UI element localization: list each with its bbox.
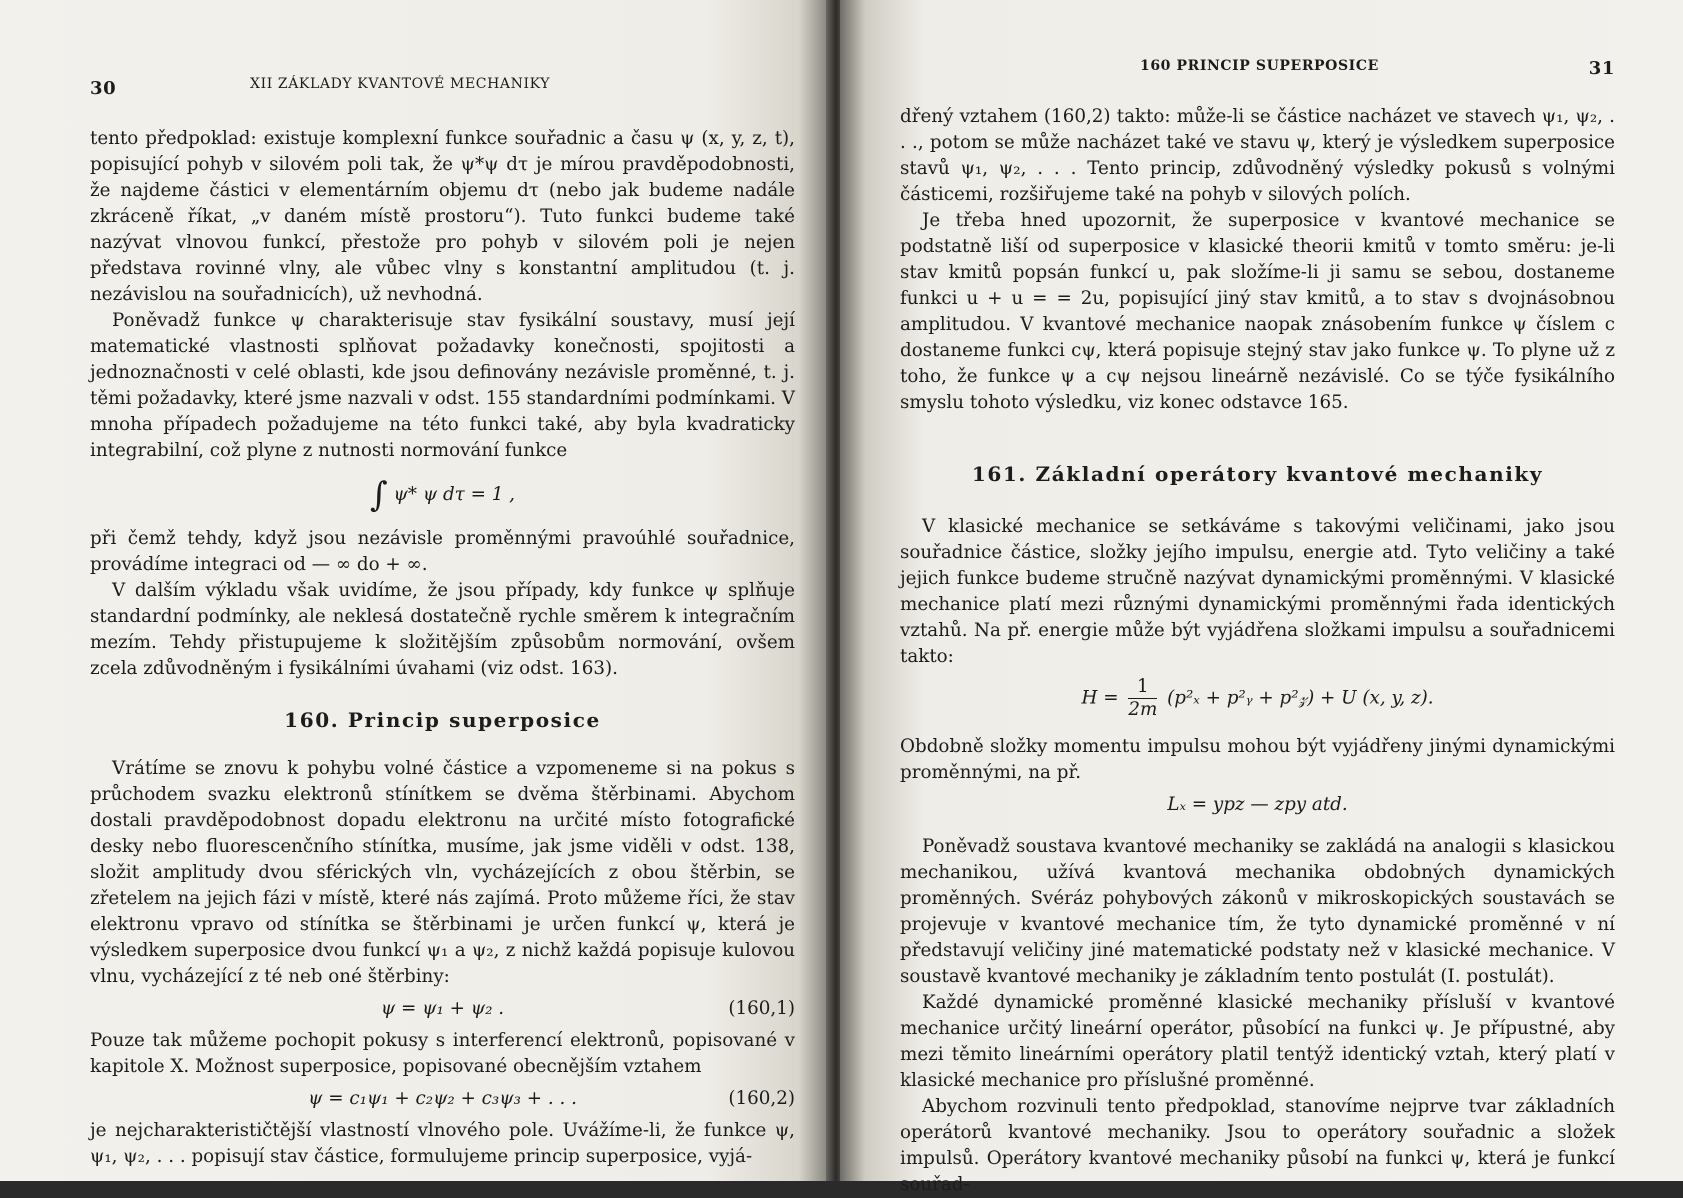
equation-160-2 <box>90 1080 795 1118</box>
integral-sign: ∫ <box>370 475 388 515</box>
equation-160-1 <box>90 990 795 1028</box>
right-paragraph-2: Je třeba hned upozornit, že superposice v kvantové mechanice se podstatně liší od superposice v klasické theorii kmitů v tomto směru: je-li stav kmitů popsán funkcí u, pak složíme-li ji samu se sebou, dostaneme funkci u + u = = 2u, popisující jiný stav kmitů, a to stav s dvojnásobnou amplitudou. V kvantové mechanice naopak znásobením funkce ψ číslem c dostaneme funkci cψ, která popisuje stejný stav jako funkce ψ. To plyne už z toho, že funkce ψ a cψ nejsou lineárně nezávislé. Co se týče fysikálního smyslu tohoto výsledku, viz konec odstavce 165. <box>900 210 1615 413</box>
right-paragraph-1: dřený vztahem (160,2) takto: může-li se částice nacházet ve stavech ψ₁, ψ₂, . . ., potom se může nacházet také ve stavu ψ, který je výsledkem superposice stavů ψ₁, ψ₂, . . . Tento princip, zdůvodněný výsledky pokusů s volnými částicemi, rozšiřujeme také na pohyb v silových polích. <box>900 106 1615 205</box>
right-paragraph-7: Abychom rozvinuli tento předpoklad, stanovíme nejprve tvar základních operátorů kvantové mechaniky. Jsou to operátory souřadnic a složek impulsů. Operátory kvantové mechaniky působí na funkci ψ, která je funkcí souřad- <box>900 1096 1615 1195</box>
hamiltonian-equation <box>900 670 1615 734</box>
hamiltonian-denominator: 2m <box>1128 699 1158 720</box>
right-paragraph-6: Každé dynamické proměnné klasické mechaniky přísluší v kvantové mechanice určitý lineární operátor, působící na funkci ψ. Je přípustné, aby mezi těmito lineárními operátory platil tentýž identický vztah, který platí v klasické mechanice pro příslušné proměnné. <box>900 992 1615 1091</box>
left-paragraph-6: Pouze tak můžeme pochopit pokusy s interferencí elektronů, popisované v kapitole X. Možnost superposice, popisované obecnějším vztahem <box>90 1030 795 1077</box>
angular-momentum-equation-body: Lₓ = ypz — zpy atd. <box>1167 794 1348 815</box>
left-paragraph-3: při čemž tehdy, když jsou nezávisle proměnnými pravoúhlé souřadnice, provádíme integraci od — ∞ do + ∞. <box>90 528 795 575</box>
right-paragraph-3: V klasické mechanice se setkáváme s takovými veličinami, jako jsou souřadnice částice, složky jejího impulsu, energie atd. Tyto veličiny a také jejich funkce budeme stručně nazývat dynamickými proměnnými. V klasické mechanice platí mezi různými dynamickými proměnnými řada identických vztahů. Na př. energie může být vyjádřena složkami impulsu a souřadnicemi takto: <box>900 516 1615 667</box>
left-paragraph-5: Vrátíme se znovu k pohybu volné částice a vzpomeneme si na pokus s průchodem svazku elektronů stínítkem se dvěma štěrbinami. Abychom dostali pravděpodobnost dopadu elektronu na určité místo fotografické desky nebo fluorescenčního stínítka, musíme, jak jsme viděli v odst. 138, složit amplitudy dvou sférických vln, vycházejících z obou štěrbin, se zřetelem na jejich fázi v místě, které nás zajímá. Proto můžeme říci, že stav elektronu vpravo od stínítka se štěrbinami je určen funkcí ψ, která je výsledkem superposice dvou funkcí ψ₁ a ψ₂, z nichž každá popisuje kulovou vlnu, vycházející z té neb oné štěrbiny: <box>90 758 795 987</box>
left-running-title: XII ZÁKLADY KVANTOVÉ MECHANIKY <box>250 76 551 92</box>
left-body-text <box>90 126 795 1170</box>
left-page-content <box>90 0 795 1170</box>
normalization-equation <box>90 464 795 526</box>
left-page <box>0 0 832 1181</box>
left-paragraph-7: je nejcharakterističtější vlastností vlnového pole. Uvážíme-li, že funkce ψ, ψ₁, ψ₂, . . . popisují stav částice, formulujeme princip superposice, vyjá- <box>90 1120 795 1167</box>
left-paragraph-4: V dalším výkladu však uvidíme, že jsou případy, kdy funkce ψ splňuje standardní podmínky, ale neklesá dostatečně rychle směrem k integračním mezím. Tehdy přistupujeme k složitějším způsobům normování, ovšem zcela zdůvodněným i fysikálními úvahami (viz odst. 163). <box>90 580 795 679</box>
angular-momentum-equation <box>900 786 1615 824</box>
left-paragraph-1: tento předpoklad: existuje komplexní funkce souřadnic a času ψ (x, y, z, t), popisující pohyb v silovém poli tak, že ψ*ψ dτ je mírou pravděpodobnosti, že najdeme částici v elementárním objemu dτ (nebo jak budeme nadále zkráceně říkat, „v daném místě prostoru“). Tuto funkci budeme také nazývat vlnovou funkcí, přestože pro pohyb v silovém poli je nejen představa rovinné vlny, ale vůbec vlny s konstantní amplitudou (t. j. nezávislou na souřadnicích), už nevhodná. <box>90 128 795 305</box>
hamiltonian-rhs: (p²ₓ + p²ᵧ + p²𝓏) + U (x, y, z). <box>1167 687 1434 709</box>
right-body-text <box>900 104 1615 1198</box>
right-paragraph-5: Poněvadž soustava kvantové mechaniky se zakládá na analogii s klasickou mechanikou, užívá kvantová mechanika obdobných dynamických proměnných. Svéráz pohybových zákonů v mikroskopických soustavách se projevuje v kvantové mechanice tím, že tyto dynamické proměnné v ní představují veličiny jiné matematické podstaty než v klasické mechanice. V soustavě kvantové mechaniky je základním tento postulát (I. postulát). <box>900 836 1615 987</box>
section-heading-160: 160. Princip superposice <box>284 708 601 732</box>
normalization-equation-body: ψ* ψ dτ = 1 , <box>393 484 515 505</box>
right-paragraph-4: Obdobně složky momentu impulsu mohou být vyjádřeny jinými dynamickými proměnnými, na př. <box>900 736 1615 783</box>
left-running-header <box>90 58 795 98</box>
right-running-header <box>900 58 1615 98</box>
hamiltonian-lhs: H = <box>1081 687 1119 709</box>
section-heading-161: 161. Základní operátory kvantové mechaniky <box>971 462 1544 486</box>
equation-160-2-body: ψ = c₁ψ₁ + c₂ψ₂ + c₃ψ₃ + . . . <box>308 1088 577 1109</box>
hamiltonian-numerator: 1 <box>1128 676 1157 699</box>
right-page-content <box>900 0 1615 1198</box>
left-paragraph-2: Poněvadž funkce ψ charakterisuje stav fysikální soustavy, musí její matematické vlastnosti splňovat požadavky konečnosti, spojitosti a jednoznačnosti v celé oblasti, kde jsou definovány nezávisle proměnné, t. j. těmi požadavky, které jsme nazvali v odst. 155 standardními podmínkami. V mnoha případech požadujeme na této funkci také, aby byla kvadraticky integrabilní, což plyne z nutnosti normování funkce <box>90 310 795 461</box>
hamiltonian-fraction <box>1128 676 1157 721</box>
equation-160-1-number: (160,1) <box>728 998 795 1019</box>
right-page <box>840 0 1683 1195</box>
left-page-number: 30 <box>90 78 117 99</box>
equation-160-1-body: ψ = ψ₁ + ψ₂ . <box>380 998 505 1019</box>
right-page-number: 31 <box>1588 58 1615 79</box>
equation-160-2-number: (160,2) <box>728 1088 795 1109</box>
right-running-title: 160 PRINCIP SUPERPOSICE <box>1140 58 1379 74</box>
